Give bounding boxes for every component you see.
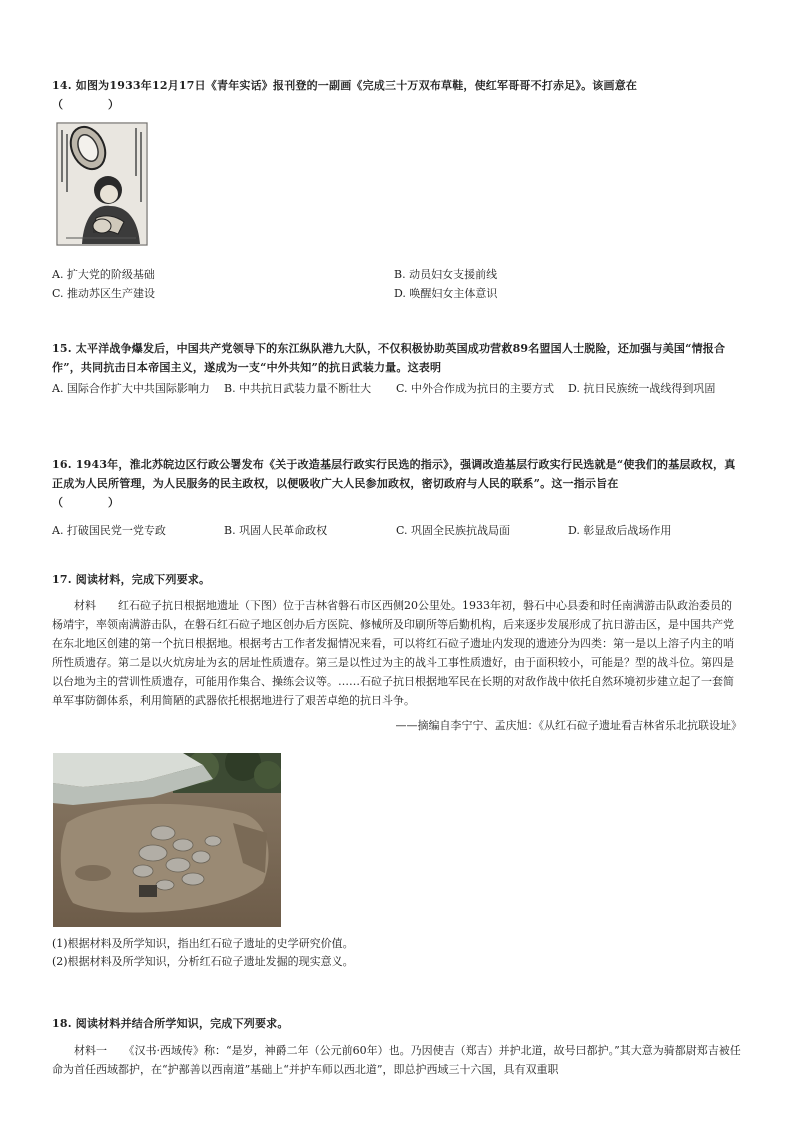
question-17-subquestions — [52, 935, 742, 971]
material-source: ——摘编自李宁宁、孟庆旭：《从红石砬子遗址看吉林省乐北抗联设址》 — [395, 719, 742, 732]
cartoon-image — [56, 122, 148, 246]
option-a[interactable]: A. 国际合作扩大中共国际影响力 — [52, 382, 210, 395]
subquestion-1: (1)根据材料及所学知识，指出红石砬子遗址的史学研究价值。 — [52, 937, 354, 950]
question-16-text: 16. 1943年，淮北苏皖边区行政公署发布《关于改造基层行政实行民选的指示》，强调改造基层行政实行民选就是“使我们的基层政权，真正成为人民所管理，为人民服务的民主政权，以便吸收广大人民参加政权，密切政府与人民的联系”。这一指示旨在 — [52, 458, 736, 490]
option-d[interactable]: D. 唤醒妇女主体意识 — [394, 287, 498, 300]
question-14-stem — [52, 76, 742, 114]
option-d[interactable]: D. 抗日民族统一战线得到巩固 — [568, 382, 716, 395]
cartoon-illustration — [56, 122, 148, 246]
question-16 — [52, 455, 742, 542]
option-b[interactable]: B. 巩固人民革命政权 — [224, 524, 328, 537]
question-18-stem: 18. 阅读材料并结合所学知识，完成下列要求。 — [52, 1017, 289, 1030]
question-14-text: 14. 如图为1933年12月17日《青年实话》报刊登的一副画《完成三十万双布草鞋，使红军哥哥不打赤足》。该画意在 — [52, 79, 638, 92]
answer-blank: （ ） — [52, 496, 120, 509]
material-text: 材料一 《汉书·西域传》称：“是岁，神爵二年（公元前60年）也。乃因使吉（郑吉）并护北道，故号曰都护。”其大意为骑都尉郑吉被任命为首任西域都护，在“护鄯善以西南道”基础上“并护车师以西北道”，即总护西域三十六国，具有双重职 — [52, 1044, 741, 1076]
option-c[interactable]: C. 中外合作成为抗日的主要方式 — [396, 382, 555, 395]
question-14-options — [52, 266, 742, 304]
question-18 — [52, 1014, 742, 1079]
option-c[interactable]: C. 巩固全民族抗战局面 — [396, 524, 511, 537]
option-a[interactable]: A. 打破国民党一党专政 — [52, 524, 166, 537]
site-photo — [53, 753, 281, 927]
option-c[interactable]: C. 推动苏区生产建设 — [52, 287, 156, 300]
option-b[interactable]: B. 中共抗日武装力量不断壮大 — [224, 382, 372, 395]
option-b[interactable]: B. 动员妇女支援前线 — [394, 268, 498, 281]
question-17-stem: 17. 阅读材料，完成下列要求。 — [52, 573, 211, 586]
question-15 — [52, 339, 742, 420]
question-17 — [52, 570, 742, 735]
option-d[interactable]: D. 彰显敌后战场作用 — [568, 524, 672, 537]
material-text: 材料 红石砬子抗日根据地遗址（下图）位于吉林省磐石市区西侧20公里处。1933年初，磐石中心县委和时任南满游击队政治委员的杨靖宇，率领南满游击队，在磐石红石砬子地区创办后方医院、修械所及印刷所等后勤机构，后来逐步发展形成了抗日游击区，是中国共产党在东北地区创建的第一个抗日根据地。根据考古工作者发掘情况来看，可以将红石砬子遗址内发现的遗迹分为四类：第一是以上溶子内主的哨所性质遗存。第二是以火炕房址为玄的居址性质遗存。第三是以性过为主的战斗工事性质遗好，由于面积较小，可能是？型的战斗位。第四是以台地为主的营训性质遗存，可能用作集合、操练会议等。……石砬子抗日根据地军民在长期的对敌作战中依托自然环境初步建立起了一套简单军事防御体系，利用简陋的武器依托根据地进行了艰苦卓绝的抗日斗争。 — [52, 599, 734, 707]
option-a[interactable]: A. 扩大党的阶级基础 — [52, 268, 155, 281]
question-16-stem — [52, 455, 742, 512]
excavation-photo — [53, 753, 281, 927]
question-14 — [52, 76, 742, 114]
question-15-stem: 15. 太平洋战争爆发后，中国共产党领导下的东江纵队港九大队，不仅积极协助英国成功营救89名盟国人士脱险，还加强与美国“情报合作”，共同抗击日本帝国主义，遂成为一支“中外共知”的抗日武装力量。这表明 — [52, 342, 726, 374]
answer-blank: （ ） — [52, 98, 120, 111]
subquestion-2: (2)根据材料及所学知识，分析红石砬子遗址发掘的现实意义。 — [52, 955, 354, 968]
